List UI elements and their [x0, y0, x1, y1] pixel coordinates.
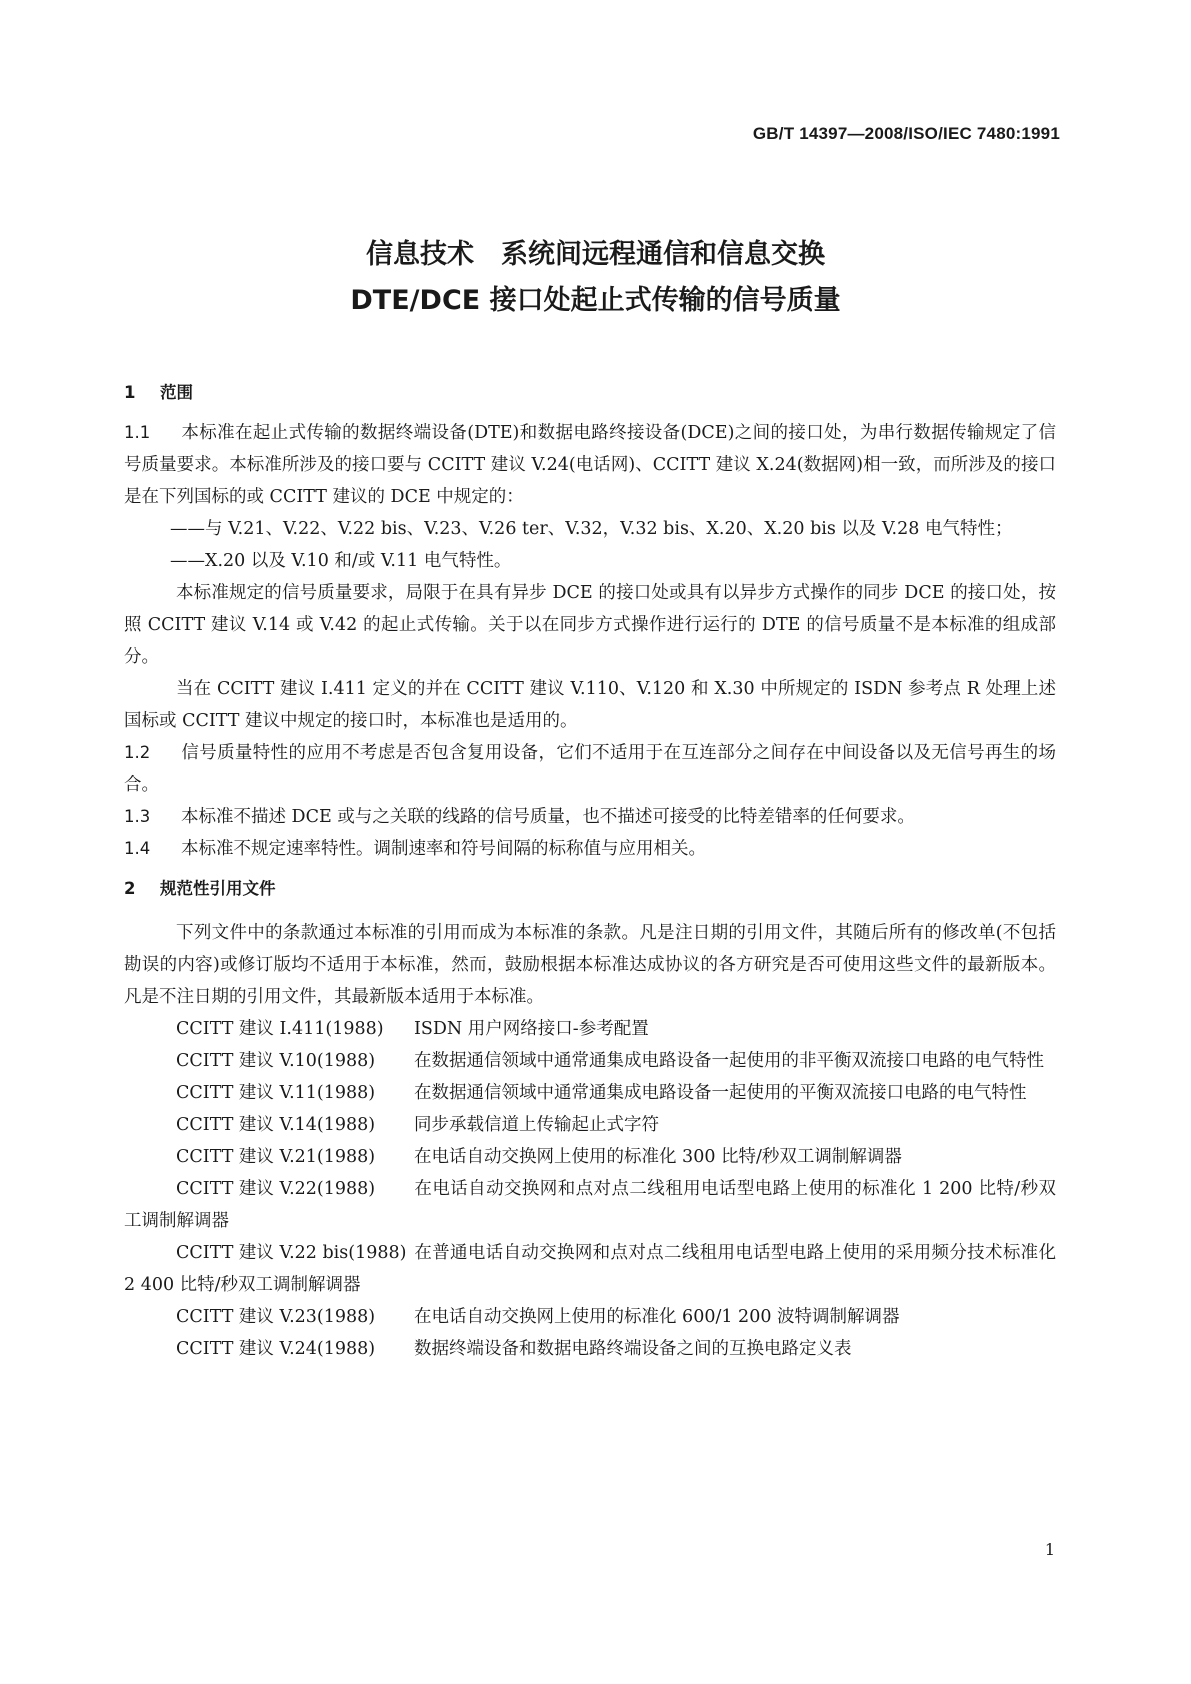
reference-code: CCITT 建议 V.23(1988)	[176, 1307, 376, 1327]
clause-number: 1.1	[124, 423, 151, 442]
reference-title: 在电话自动交换网和点对点二线租用电话型电路上使用的标准化 1 200 比特/秒双工调制解调器	[124, 1179, 1056, 1231]
list-item: ——X.20 以及 V.10 和/或 V.11 电气特性。	[170, 551, 512, 571]
clause-text: 本标准不描述 DCE 或与之关联的线路的信号质量，也不描述可接受的比特差错率的任何要求。	[181, 807, 915, 827]
clause-text: 本标准不规定速率特性。调制速率和符号间隔的标称值与应用相关。	[181, 839, 706, 859]
reference-title: 在数据通信领域中通常通集成电路设备一起使用的平衡双流接口电路的电气特性	[414, 1083, 1027, 1103]
section-title: 规范性引用文件	[160, 879, 276, 898]
page-number: 1	[1044, 1540, 1055, 1559]
clause-text: 本标准在起止式传输的数据终端设备(DTE)和数据电路终接设备(DCE)之间的接口处，为串行数据传输规定了信号质量要求。本标准所涉及的接口要与 CCITT 建议 V.24(电话网)、CCITT 建议 X.24(数据网)相一致，而所涉及的接口是在下列国标的或 CCITT 建议的 DCE 中规定的：	[124, 423, 1056, 507]
reference-item	[124, 1109, 1056, 1141]
paragraph: 本标准规定的信号质量要求，局限于在具有异步 DCE 的接口处或具有以异步方式操作的同步 DCE 的接口处，按照 CCITT 建议 V.14 或 V.42 的起止式传输。关于以在同步方式操作进行运行的 DTE 的信号质量不是本标准的组成部分。	[124, 583, 1056, 667]
reference-title: 在电话自动交换网上使用的标准化 300 比特/秒双工调制解调器	[414, 1147, 902, 1167]
clause-text: 信号质量特性的应用不考虑是否包含复用设备，它们不适用于在互连部分之间存在中间设备以及无信号再生的场合。	[124, 743, 1056, 795]
reference-item	[124, 1013, 1056, 1045]
section-2-heading	[124, 873, 1056, 905]
clause-1-2	[124, 737, 1056, 801]
clause-1-4	[124, 833, 1056, 865]
section-1-heading	[124, 377, 1056, 409]
reference-item	[124, 1045, 1056, 1077]
list-item: ——与 V.21、V.22、V.22 bis、V.23、V.26 ter、V.32，V.32 bis、X.20、X.20 bis 以及 V.28 电气特性；	[170, 519, 1013, 539]
reference-title: 在数据通信领域中通常通集成电路设备一起使用的非平衡双流接口电路的电气特性	[414, 1051, 1044, 1071]
clause-1-1	[124, 417, 1056, 513]
reference-item	[124, 1077, 1056, 1109]
reference-item	[124, 1333, 1056, 1365]
clause-number: 1.2	[124, 743, 151, 762]
clause-number: 1.4	[124, 839, 151, 858]
reference-code: CCITT 建议 V.14(1988)	[176, 1115, 376, 1135]
section-title: 范围	[160, 383, 193, 402]
clause-1-3	[124, 801, 1056, 833]
reference-code: CCITT 建议 I.411(1988)	[176, 1019, 384, 1039]
reference-title: 在电话自动交换网上使用的标准化 600/1 200 波特调制解调器	[414, 1307, 900, 1327]
reference-title: ISDN 用户网络接口-参考配置	[414, 1019, 649, 1039]
reference-title: 在普通电话自动交换网和点对点二线租用电话型电路上使用的采用频分技术标准化 2 400 比特/秒双工调制解调器	[124, 1243, 1056, 1295]
section-number: 2	[124, 879, 136, 898]
paragraph: 下列文件中的条款通过本标准的引用而成为本标准的条款。凡是注日期的引用文件，其随后所有的修改单(不包括勘误的内容)或修订版均不适用于本标准，然而，鼓励根据本标准达成协议的各方研究是否可使用这些文件的最新版本。凡是不注日期的引用文件，其最新版本适用于本标准。	[124, 923, 1056, 1007]
document-body	[124, 377, 1056, 1365]
reference-title: 同步承载信道上传输起止式字符	[414, 1115, 659, 1135]
title-line-2: DTE/DCE 接口处起止式传输的信号质量	[350, 285, 841, 316]
title-line-1: 信息技术 系统间远程通信和信息交换	[366, 239, 825, 270]
document-title	[0, 232, 1191, 324]
standard-code: GB/T 14397—2008/ISO/IEC 7480:1991	[752, 124, 1060, 143]
paragraph: 当在 CCITT 建议 I.411 定义的并在 CCITT 建议 V.110、V.120 和 X.30 中所规定的 ISDN 参考点 R 处理上述国标或 CCITT 建议中规定的接口时，本标准也是适用的。	[124, 679, 1056, 731]
clause-number: 1.3	[124, 807, 151, 826]
section-number: 1	[124, 383, 136, 402]
reference-item	[124, 1237, 1056, 1301]
reference-item	[124, 1141, 1056, 1173]
reference-item	[124, 1301, 1056, 1333]
reference-item	[124, 1173, 1056, 1237]
reference-code: CCITT 建议 V.21(1988)	[176, 1147, 376, 1167]
reference-code: CCITT 建议 V.22(1988)	[176, 1179, 376, 1199]
reference-title: 数据终端设备和数据电路终端设备之间的互换电路定义表	[414, 1339, 852, 1359]
reference-code: CCITT 建议 V.11(1988)	[176, 1083, 376, 1103]
reference-code: CCITT 建议 V.24(1988)	[176, 1339, 376, 1359]
reference-code: CCITT 建议 V.10(1988)	[176, 1051, 376, 1071]
reference-code: CCITT 建议 V.22 bis(1988)	[176, 1243, 407, 1263]
